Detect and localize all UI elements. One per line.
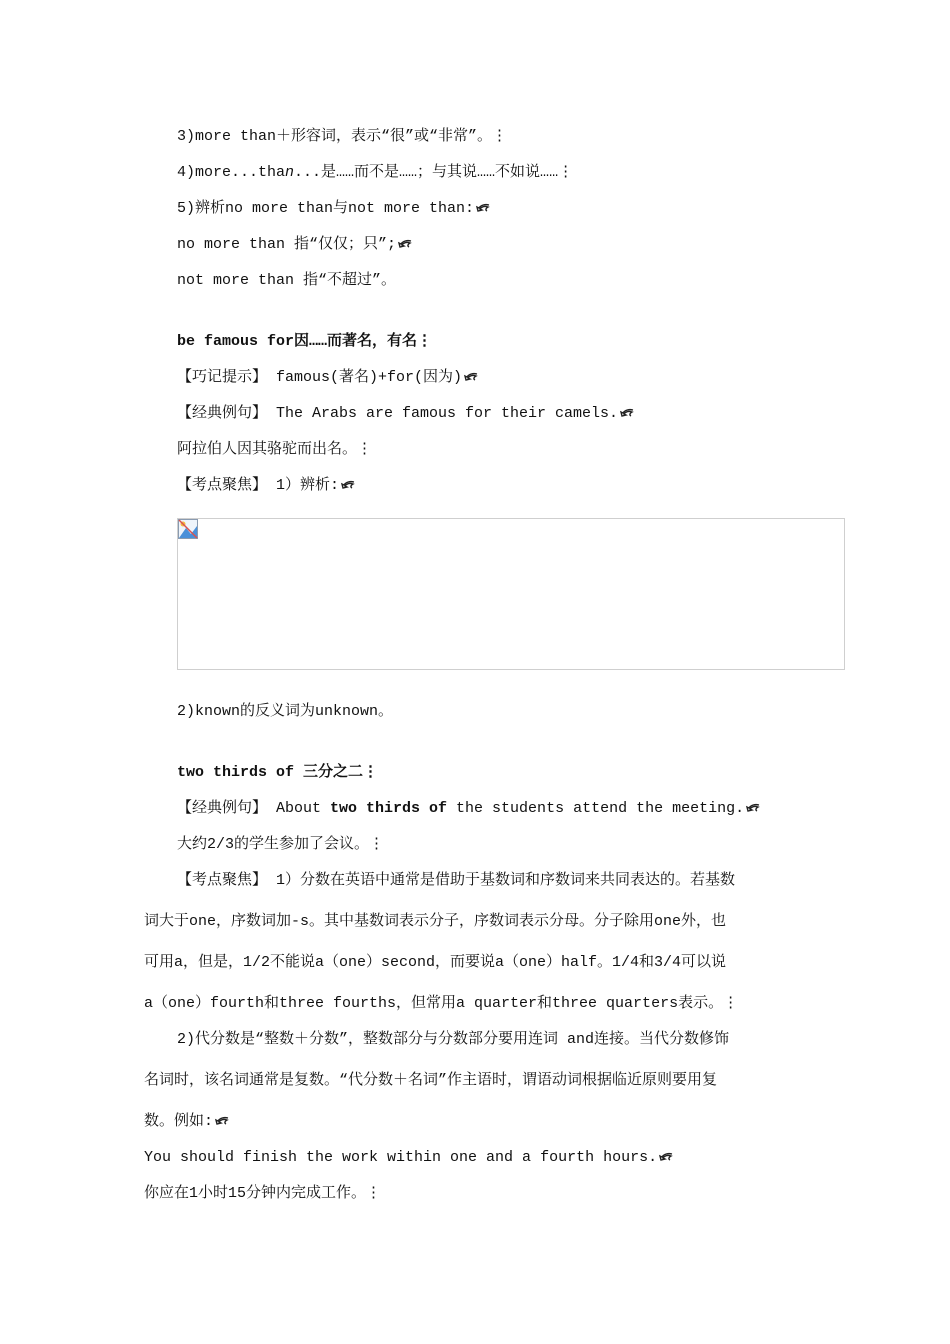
paragraph-mixed-line-1: 2)代分数是“整数＋分数”，整数部分与分数部分要用连词 and连接。当代分数修饰 [177,1031,730,1048]
line-translation-finish-work: 你应在1小时15分钟内完成工作。⋮ [144,1185,382,1202]
line-more-than-contrast: 4)more...than...是……而不是……；与其说……不如说……⋮ [177,164,574,181]
line-distinguish: 5)辨析no more than与not more than: [177,199,491,219]
paragraph-mixed-line-3: 数。例如: [144,1112,230,1132]
return-arrow-icon [397,239,413,249]
image-placeholder [177,518,845,670]
heading-be-famous-for: be famous for因……而著名，有名⋮ [177,333,433,350]
heading-two-thirds: two thirds of 三分之二⋮ [177,764,379,781]
return-arrow-icon [619,408,635,418]
paragraph-mixed-line-2: 名词时，该名词通常是复数。“代分数＋名词”作主语时，谓语动词根据临近原则要用复 [144,1072,718,1089]
return-arrow-icon [463,372,479,382]
paragraph-fractions-line-4: a（one）fourth和three fourths，但常用a quarter和three quarters表示。⋮ [144,995,739,1012]
line-memory-tip: 【巧记提示】 famous(著名)+for(因为) [177,368,479,388]
line-translation-arabs: 阿拉伯人因其骆驼而出名。⋮ [177,441,373,458]
paragraph-fractions-line-3: 可用a，但是，1/2不能说a（one）second，而要说a（one）half。1/4和3/4可以说 [144,954,727,971]
return-arrow-icon [658,1152,674,1162]
line-no-more-than: no more than 指“仅仅；只”; [177,235,413,255]
line-not-more-than: not more than 指“不超过”。 [177,272,397,289]
line-known-antonym: 2)known的反义词为unknown。 [177,703,394,720]
line-focus-distinguish: 【考点聚焦】 1）辨析: [177,476,356,496]
return-arrow-icon [475,203,491,213]
return-arrow-icon [340,480,356,490]
return-arrow-icon [214,1116,230,1126]
line-example-finish-work: You should finish the work within one and a fourth hours. [144,1148,674,1168]
line-example-two-thirds: 【经典例句】 About two thirds of the students attend the meeting. [177,799,761,819]
broken-image-icon [178,519,198,539]
line-example-arabs: 【经典例句】 The Arabs are famous for their camels. [177,404,635,424]
paragraph-fractions-line-1: 【考点聚焦】 1）分数在英语中通常是借助于基数词和序数词来共同表达的。若基数 [177,872,736,889]
line-translation-two-thirds: 大约2/3的学生参加了会议。⋮ [177,836,385,853]
line-more-than-adj: 3)more than＋形容词，表示“很”或“非常”。⋮ [177,128,508,145]
return-arrow-icon [745,803,761,813]
paragraph-fractions-line-2: 词大于one，序数词加-s。其中基数词表示分子，序数词表示分母。分子除用one外，也 [144,913,727,930]
